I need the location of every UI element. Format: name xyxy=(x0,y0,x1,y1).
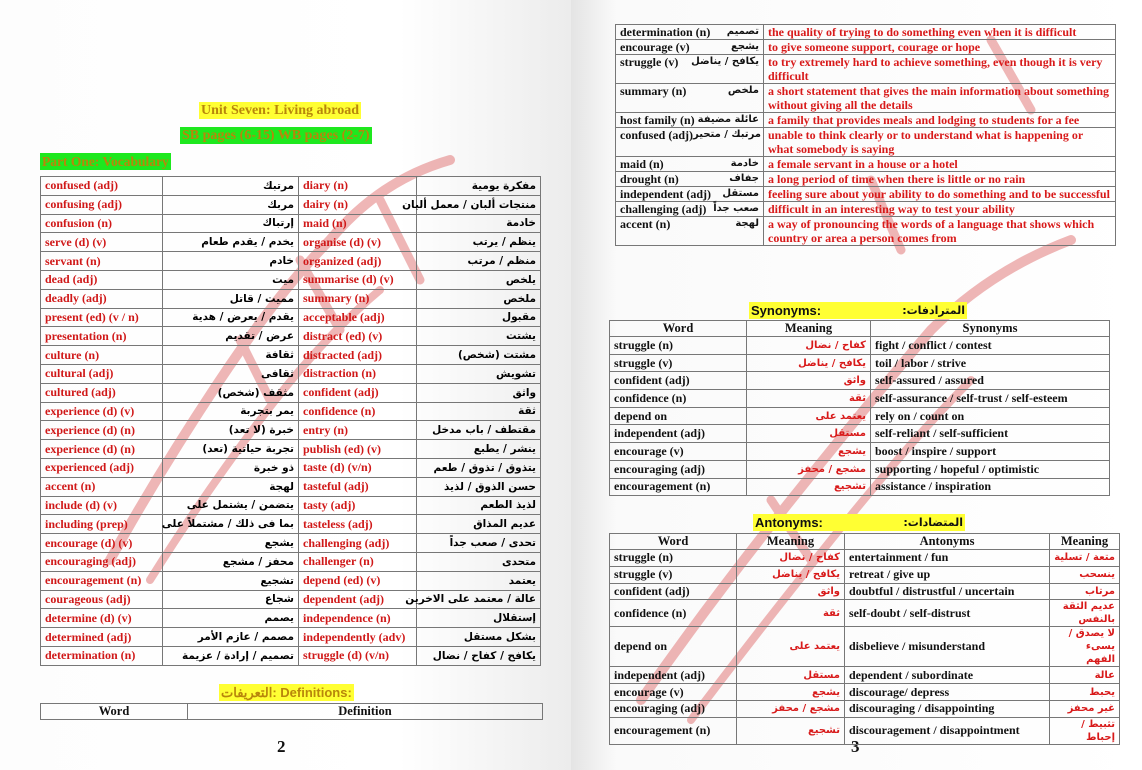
vocab-meaning: يصمم xyxy=(163,609,299,628)
table-row xyxy=(616,84,1116,113)
synonym-word: depend on xyxy=(610,407,747,425)
definition-term xyxy=(616,202,764,217)
table-row xyxy=(616,55,1116,84)
vocab-meaning: مشتت (شخص) xyxy=(417,346,541,365)
vocab-meaning: لهجة xyxy=(163,477,299,496)
vocab-meaning: شجاع xyxy=(163,590,299,609)
table-row xyxy=(616,128,1116,157)
vocab-meaning: بشكل مستقل xyxy=(417,628,541,647)
synonym-list: toil / labor / strive xyxy=(871,354,1110,372)
vocab-word: determine (d) (v) xyxy=(41,609,163,628)
header-meaning: Meaning xyxy=(747,321,871,337)
pages-reference: SB pages (6-15) WB pages (2-7) xyxy=(182,128,370,143)
vocab-meaning: عديم المذاق xyxy=(417,515,541,534)
vocab-word: present (ed) (v / n) xyxy=(41,308,163,327)
vocab-meaning: بما فى ذلك / مشتملاً على xyxy=(163,515,299,534)
table-row xyxy=(41,327,541,346)
vocab-meaning: مصمم / عازم الأمر xyxy=(163,628,299,647)
vocab-word: dairy (n) xyxy=(299,195,417,214)
term-arabic: مستقل xyxy=(722,188,759,199)
header-word: Word xyxy=(41,704,188,720)
vocab-meaning: يتذوق / تذوق / طعم xyxy=(417,458,541,477)
table-row xyxy=(41,402,541,421)
header-word: Word xyxy=(610,534,737,550)
table-row xyxy=(41,308,541,327)
table-row xyxy=(610,684,1120,701)
vocab-meaning: عالة / معتمد على الاخرين xyxy=(417,590,541,609)
vocab-word: encourage (d) (v) xyxy=(41,534,163,553)
definition-term xyxy=(616,217,764,246)
definition-text: a family that provides meals and lodging to students for a fee xyxy=(764,113,1116,128)
term-arabic: جفاف xyxy=(729,173,759,184)
antonym-list: disbelieve / misunderstand xyxy=(845,627,1050,667)
vocab-meaning: ميت xyxy=(163,270,299,289)
antonym-word: encouragement (n) xyxy=(610,717,737,744)
table-row xyxy=(610,460,1110,478)
vocab-meaning: مرتبك xyxy=(163,177,299,196)
term-word: challenging (adj) xyxy=(620,202,707,216)
vocab-word: confusing (adj) xyxy=(41,195,163,214)
table-row xyxy=(610,600,1120,627)
synonym-word: struggle (n) xyxy=(610,337,747,355)
antonym-word-meaning: مستقل xyxy=(737,667,845,684)
vocab-word: experienced (adj) xyxy=(41,458,163,477)
synonyms-title-en: Synonyms: xyxy=(751,303,822,318)
table-row xyxy=(41,364,541,383)
vocab-word: serve (d) (v) xyxy=(41,233,163,252)
table-row xyxy=(41,195,541,214)
definition-text: a way of pronouncing the words of a language that shows which country or area a person comes from xyxy=(764,217,1116,246)
table-row xyxy=(41,515,541,534)
vocab-word: tasteless (adj) xyxy=(299,515,417,534)
vocab-meaning: يقدم / يعرض / هدية xyxy=(163,308,299,327)
table-row xyxy=(41,628,541,647)
vocab-word: determination (n) xyxy=(41,646,163,665)
vocab-word: independence (n) xyxy=(299,609,417,628)
vocab-word: determined (adj) xyxy=(41,628,163,647)
vocab-meaning: يشجع xyxy=(163,534,299,553)
vocab-word: courageous (adj) xyxy=(41,590,163,609)
antonym-list: discouraging / disappointing xyxy=(845,700,1050,717)
table-row xyxy=(616,113,1116,128)
term-arabic: ملخص xyxy=(727,85,759,96)
synonym-meaning: مشجع / محفز xyxy=(747,460,871,478)
table-row xyxy=(41,458,541,477)
antonym-list: doubtful / distrustful / uncertain xyxy=(845,583,1050,600)
term-arabic: لهجة xyxy=(735,218,759,229)
vocab-word: cultural (adj) xyxy=(41,364,163,383)
vocab-meaning: يتضمن / يشتمل على xyxy=(163,496,299,515)
antonym-word-meaning: يكافح / يناضل xyxy=(737,566,845,583)
definition-text: to try extremely hard to achieve something, even though it is very difficult xyxy=(764,55,1116,84)
antonym-meaning: مرتاب xyxy=(1050,583,1120,600)
vocab-word: confidence (n) xyxy=(299,402,417,421)
antonym-word-meaning: ثقة xyxy=(737,600,845,627)
table-row xyxy=(610,717,1120,744)
definition-term xyxy=(616,40,764,55)
vocab-meaning: مفكرة يومية xyxy=(417,177,541,196)
vocab-word: accent (n) xyxy=(41,477,163,496)
term-word: accent (n) xyxy=(620,217,671,231)
vocab-meaning: مميت / قاتل xyxy=(163,289,299,308)
synonym-meaning: ثقة xyxy=(747,390,871,408)
synonyms-table xyxy=(609,320,1110,496)
antonym-list: discouragement / disappointment xyxy=(845,717,1050,744)
table-row xyxy=(41,289,541,308)
synonym-word: confidence (n) xyxy=(610,390,747,408)
vocab-word: deadly (adj) xyxy=(41,289,163,308)
vocab-word: experience (d) (n) xyxy=(41,421,163,440)
table-row xyxy=(41,421,541,440)
synonym-list: fight / conflict / contest xyxy=(871,337,1110,355)
antonym-list: retreat / give up xyxy=(845,566,1050,583)
vocab-word: diary (n) xyxy=(299,177,417,196)
vocab-meaning: خبرة (لا تعد) xyxy=(163,421,299,440)
vocab-word: servant (n) xyxy=(41,252,163,271)
antonym-word: confidence (n) xyxy=(610,600,737,627)
vocab-meaning: منتجات ألبان / معمل ألبان xyxy=(417,195,541,214)
definition-text: difficult in an interesting way to test your ability xyxy=(764,202,1116,217)
table-row xyxy=(41,609,541,628)
vocab-meaning: لذيذ الطعم xyxy=(417,496,541,515)
synonym-word: confident (adj) xyxy=(610,372,747,390)
vocab-word: acceptable (adj) xyxy=(299,308,417,327)
antonym-word: depend on xyxy=(610,627,737,667)
synonym-word: encouraging (adj) xyxy=(610,460,747,478)
term-arabic: يشجع xyxy=(731,41,759,52)
vocab-meaning: يعتمد xyxy=(417,571,541,590)
vocab-word: taste (d) (v/n) xyxy=(299,458,417,477)
vocab-meaning: يكافح / كفاح / نضال xyxy=(417,646,541,665)
definition-term xyxy=(616,25,764,40)
table-row xyxy=(616,157,1116,172)
term-word: summary (n) xyxy=(620,84,687,98)
table-row xyxy=(616,25,1116,40)
table-row xyxy=(610,478,1110,496)
vocab-word: experience (d) (v) xyxy=(41,402,163,421)
synonym-list: self-assurance / self-trust / self-esteem xyxy=(871,390,1110,408)
antonym-meaning: ينسحب xyxy=(1050,566,1120,583)
vocab-word: distracted (adj) xyxy=(299,346,417,365)
table-row xyxy=(41,552,541,571)
table-row xyxy=(616,187,1116,202)
table-row xyxy=(616,172,1116,187)
vocab-word: entry (n) xyxy=(299,421,417,440)
vocab-meaning: ثقافة xyxy=(163,346,299,365)
synonym-list: self-assured / assured xyxy=(871,372,1110,390)
vocab-meaning: خادمة xyxy=(417,214,541,233)
antonyms-title-en: Antonyms: xyxy=(755,515,823,530)
table-row xyxy=(41,534,541,553)
synonym-meaning: واثق xyxy=(747,372,871,390)
definition-text: a short statement that gives the main information about something without giving all the details xyxy=(764,84,1116,113)
term-word: confused (adj) xyxy=(620,128,694,142)
synonym-list: boost / inspire / support xyxy=(871,443,1110,461)
table-row xyxy=(610,425,1110,443)
synonym-meaning: يشجع xyxy=(747,443,871,461)
vocab-meaning: مقبول xyxy=(417,308,541,327)
antonym-word: struggle (n) xyxy=(610,550,737,567)
definitions-table xyxy=(615,24,1116,246)
antonym-meaning: غير محفز xyxy=(1050,700,1120,717)
antonym-meaning: تثبيط / إحباط xyxy=(1050,717,1120,744)
vocab-word: including (prep) xyxy=(41,515,163,534)
table-row xyxy=(610,583,1120,600)
table-row xyxy=(610,372,1110,390)
term-word: determination (n) xyxy=(620,25,711,39)
term-word: host family (n) xyxy=(620,113,695,127)
vocab-meaning: تصميم / إرادة / عزيمة xyxy=(163,646,299,665)
vocab-word: struggle (d) (v/n) xyxy=(299,646,417,665)
antonyms-title xyxy=(753,514,965,531)
vocab-meaning: ينظم / يرتب xyxy=(417,233,541,252)
page-number: 3 xyxy=(851,737,860,756)
table-row xyxy=(41,571,541,590)
synonym-word: struggle (v) xyxy=(610,354,747,372)
term-arabic: خادمة xyxy=(730,158,759,169)
vocab-word: dead (adj) xyxy=(41,270,163,289)
vocab-meaning: عرض / تقديم xyxy=(163,327,299,346)
antonym-meaning: عديم الثقة بالنفس xyxy=(1050,600,1120,627)
vocab-meaning: مربك xyxy=(163,195,299,214)
header-synonyms: Synonyms xyxy=(871,321,1110,337)
table-row xyxy=(41,496,541,515)
synonym-list: self-reliant / self-sufficient xyxy=(871,425,1110,443)
vocab-word: confused (adj) xyxy=(41,177,163,196)
vocab-word: dependent (adj) xyxy=(299,590,417,609)
vocab-meaning: يلخص xyxy=(417,270,541,289)
antonym-meaning: يحبط xyxy=(1050,684,1120,701)
antonym-word: confident (adj) xyxy=(610,583,737,600)
antonym-list: self-doubt / self-distrust xyxy=(845,600,1050,627)
definition-term xyxy=(616,128,764,157)
page-number: 2 xyxy=(277,737,286,756)
header-antonyms: Antonyms xyxy=(845,534,1050,550)
header-definition: Definition xyxy=(188,704,543,720)
vocab-word: encouragement (n) xyxy=(41,571,163,590)
table-row xyxy=(41,270,541,289)
term-arabic: تصميم xyxy=(726,26,759,37)
vocab-word: maid (n) xyxy=(299,214,417,233)
synonym-meaning: يعتمد على xyxy=(747,407,871,425)
table-row xyxy=(41,646,541,665)
table-row xyxy=(610,667,1120,684)
vocab-meaning: محفز / مشجع xyxy=(163,552,299,571)
vocab-meaning: ثقة xyxy=(417,402,541,421)
antonyms-title-ar: المتضادات: xyxy=(903,516,963,529)
vocab-word: distract (ed) (v) xyxy=(299,327,417,346)
synonym-word: independent (adj) xyxy=(610,425,747,443)
synonym-word: encourage (v) xyxy=(610,443,747,461)
antonym-word: encouraging (adj) xyxy=(610,700,737,717)
vocab-word: encouraging (adj) xyxy=(41,552,163,571)
vocab-meaning: حسن الذوق / لذيذ xyxy=(417,477,541,496)
vocab-meaning: ينشر / يطبع xyxy=(417,440,541,459)
synonyms-title-ar: المترادفات: xyxy=(902,304,965,317)
antonym-word: independent (adj) xyxy=(610,667,737,684)
vocab-meaning: يخدم / يقدم طعام xyxy=(163,233,299,252)
header-antonym-meaning: Meaning xyxy=(1050,534,1120,550)
vocab-word: summary (n) xyxy=(299,289,417,308)
antonym-word-meaning: مشجع / محفز xyxy=(737,700,845,717)
synonym-meaning: مستقل xyxy=(747,425,871,443)
antonym-word-meaning: كفاح / نضال xyxy=(737,550,845,567)
vocab-meaning: متحدى xyxy=(417,552,541,571)
vocab-meaning: يشتت xyxy=(417,327,541,346)
table-row xyxy=(616,40,1116,55)
synonym-meaning: كفاح / نضال xyxy=(747,337,871,355)
vocab-word: challenging (adj) xyxy=(299,534,417,553)
antonym-word-meaning: واثق xyxy=(737,583,845,600)
table-row xyxy=(41,383,541,402)
antonym-word: encourage (v) xyxy=(610,684,737,701)
definition-text: a long period of time when there is little or no rain xyxy=(764,172,1116,187)
vocab-word: publish (ed) (v) xyxy=(299,440,417,459)
antonym-word-meaning: تشجيع xyxy=(737,717,845,744)
table-row xyxy=(41,346,541,365)
table-row xyxy=(610,354,1110,372)
table-row xyxy=(610,407,1110,425)
term-arabic: صعب جداً xyxy=(713,203,759,214)
term-arabic: يكافح / يناضل xyxy=(691,56,759,67)
vocab-meaning: إستقلال xyxy=(417,609,541,628)
vocab-meaning: ذو خبرة xyxy=(163,458,299,477)
table-row xyxy=(41,477,541,496)
table-row xyxy=(610,627,1120,667)
synonyms-title xyxy=(749,302,967,319)
antonyms-table xyxy=(609,533,1120,745)
vocab-word: culture (n) xyxy=(41,346,163,365)
antonym-list: entertainment / fun xyxy=(845,550,1050,567)
vocab-meaning: ملخص xyxy=(417,289,541,308)
vocab-meaning: ثقافى xyxy=(163,364,299,383)
definition-text: unable to think clearly or to understand what is happening or what somebody is saying xyxy=(764,128,1116,157)
vocab-word: organise (d) (v) xyxy=(299,233,417,252)
term-word: drought (n) xyxy=(620,172,679,186)
vocab-meaning: تحدى / صعب جداً xyxy=(417,534,541,553)
antonym-word-meaning: يعتمد على xyxy=(737,627,845,667)
term-word: independent (adj) xyxy=(620,187,712,201)
term-word: maid (n) xyxy=(620,157,664,171)
definition-term xyxy=(616,172,764,187)
table-row xyxy=(610,390,1110,408)
vocab-word: presentation (n) xyxy=(41,327,163,346)
vocab-meaning: تشويش xyxy=(417,364,541,383)
definitions-title: التعريفات: Definitions: xyxy=(221,685,352,700)
vocab-meaning: مثقف (شخص) xyxy=(163,383,299,402)
vocab-meaning: واثق xyxy=(417,383,541,402)
vocab-word: include (d) (v) xyxy=(41,496,163,515)
vocab-word: tasty (adj) xyxy=(299,496,417,515)
table-row xyxy=(41,252,541,271)
antonym-word: struggle (v) xyxy=(610,566,737,583)
vocab-word: organized (adj) xyxy=(299,252,417,271)
vocab-meaning: منظم / مرتب xyxy=(417,252,541,271)
table-row xyxy=(41,440,541,459)
vocab-word: cultured (adj) xyxy=(41,383,163,402)
table-row xyxy=(41,233,541,252)
synonym-list: assistance / inspiration xyxy=(871,478,1110,496)
vocabulary-table xyxy=(40,176,541,666)
vocab-meaning: إرتباك xyxy=(163,214,299,233)
vocab-meaning: مقتطف / باب مدخل xyxy=(417,421,541,440)
term-arabic: عائلة مضيفة xyxy=(697,114,759,125)
antonym-meaning: عالة xyxy=(1050,667,1120,684)
vocab-word: independently (adv) xyxy=(299,628,417,647)
synonym-word: encouragement (n) xyxy=(610,478,747,496)
table-row xyxy=(41,214,541,233)
synonym-meaning: تشجيع xyxy=(747,478,871,496)
table-row xyxy=(41,590,541,609)
vocab-word: confident (adj) xyxy=(299,383,417,402)
definition-text: feeling sure about your ability to do something and to be successful xyxy=(764,187,1116,202)
term-word: struggle (v) xyxy=(620,55,679,69)
unit-title: Unit Seven: Living abroad xyxy=(201,103,360,118)
vocab-word: tasteful (adj) xyxy=(299,477,417,496)
vocab-word: challenger (n) xyxy=(299,552,417,571)
table-row xyxy=(41,177,541,196)
vocab-word: experience (d) (n) xyxy=(41,440,163,459)
antonym-meaning: لا يصدق / يسىء الفهم xyxy=(1050,627,1120,667)
synonym-meaning: يكافح / يناضل xyxy=(747,354,871,372)
table-row xyxy=(616,217,1116,246)
vocab-meaning: تشجيع xyxy=(163,571,299,590)
table-row xyxy=(616,202,1116,217)
definitions-header-table xyxy=(40,703,543,720)
definition-text: the quality of trying to do something even when it is difficult xyxy=(764,25,1116,40)
term-word: encourage (v) xyxy=(620,40,690,54)
synonym-list: supporting / hopeful / optimistic xyxy=(871,460,1110,478)
antonym-word-meaning: يشجع xyxy=(737,684,845,701)
vocab-word: distraction (n) xyxy=(299,364,417,383)
vocab-meaning: تجربة حياتية (تعد) xyxy=(163,440,299,459)
antonym-meaning: متعة / تسلية xyxy=(1050,550,1120,567)
table-row xyxy=(610,550,1120,567)
part-title: Part One: Vocabulary xyxy=(42,154,169,169)
definition-text: to give someone support, courage or hope xyxy=(764,40,1116,55)
header-word: Word xyxy=(610,321,747,337)
vocab-word: summarise (d) (v) xyxy=(299,270,417,289)
definition-term xyxy=(616,157,764,172)
antonym-list: discourage/ depress xyxy=(845,684,1050,701)
header-meaning: Meaning xyxy=(737,534,845,550)
definition-term xyxy=(616,84,764,113)
definition-term xyxy=(616,113,764,128)
antonym-list: dependent / subordinate xyxy=(845,667,1050,684)
vocab-word: depend (ed) (v) xyxy=(299,571,417,590)
definition-term xyxy=(616,55,764,84)
table-row xyxy=(610,700,1120,717)
definition-term xyxy=(616,187,764,202)
definition-text: a female servant in a house or a hotel xyxy=(764,157,1116,172)
vocab-word: confusion (n) xyxy=(41,214,163,233)
vocab-meaning: يمر بتجربة xyxy=(163,402,299,421)
table-row xyxy=(610,337,1110,355)
vocab-meaning: خادم xyxy=(163,252,299,271)
right-page xyxy=(571,0,1142,770)
table-row xyxy=(610,443,1110,461)
term-arabic: مرتبك / متحير xyxy=(693,129,761,140)
synonym-list: rely on / count on xyxy=(871,407,1110,425)
table-row xyxy=(610,566,1120,583)
